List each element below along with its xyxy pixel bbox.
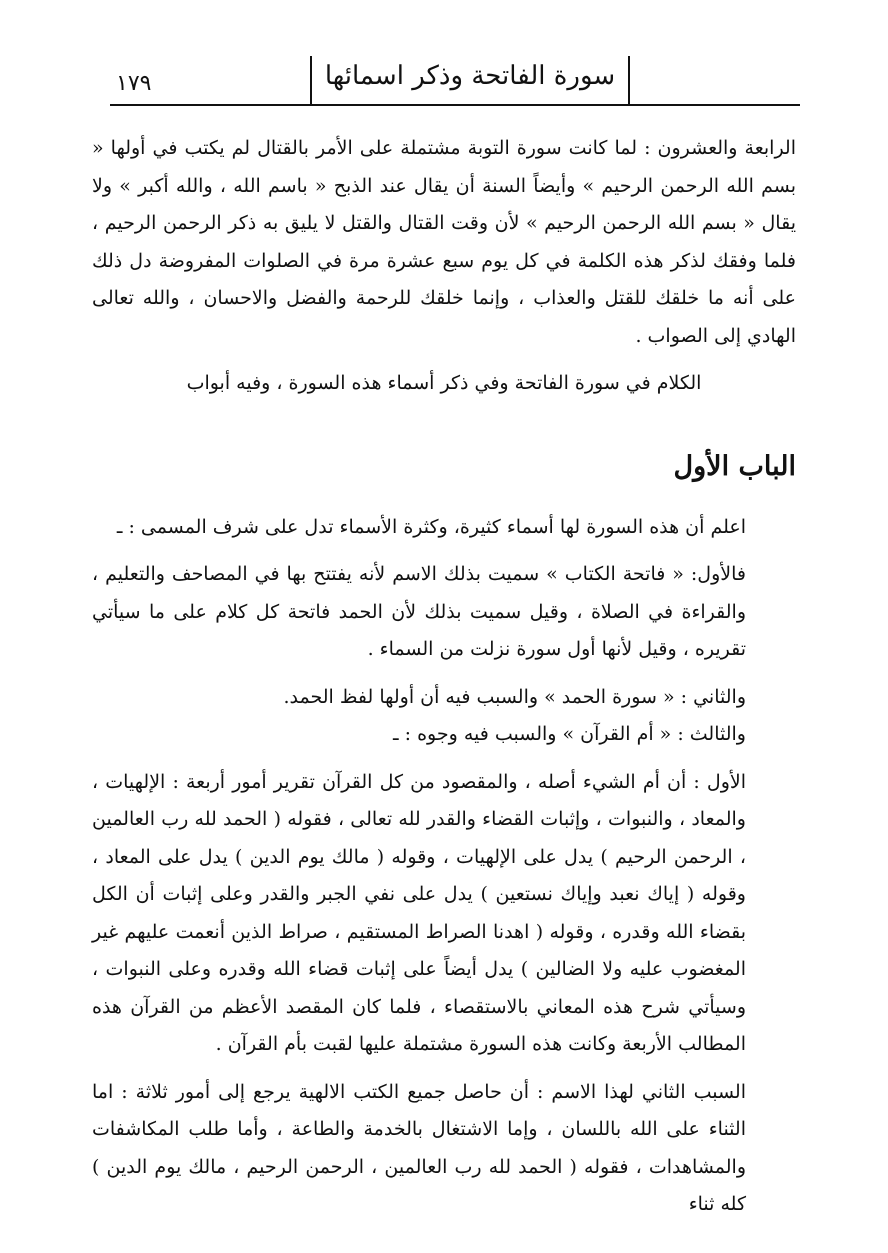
section-intro: الكلام في سورة الفاتحة وفي ذكر أسماء هذه السورة ، وفيه أبواب [186, 372, 702, 394]
paragraph-know: اعلم أن هذه السورة لها أسماء كثيرة، وكثرة الأسماء تدل على شرف المسمى : ـ [116, 515, 746, 538]
page-header [110, 48, 800, 106]
running-title: سورة الفاتحة وذكر اسمائها [310, 56, 630, 104]
paragraph-first-name: فالأول: « فاتحة الكتاب » سميت بذلك الاسم لأنه يفتتح بها في المصاحف والتعليم ، والقراءة في الصلاة ، وقيل سميت بذلك لأن الحمد فاتحة كل كلام على ما سيأتي تقريره ، وقيل لأنها أول سورة نزلت من السماء . [92, 563, 746, 660]
paragraph-second-name: والثاني : « سورة الحمد » والسبب فيه أن أولها لفظ الحمد. [283, 685, 746, 708]
paragraph-reason-two: السبب الثاني لهذا الاسم : أن حاصل جميع الكتب الالهية يرجع إلى أمور ثلاثة : اما الثناء على الله باللسان ، وإما الاشتغال بالخدمة والطاعة ، وأما طلب المكاشفات والمشاهدات ، فقوله ( الحمد لله رب العالمين ، الرحمن الرحيم ، مالك يوم الدين ) كله ثناء [92, 1080, 746, 1215]
paragraph-twenty-fourth: الرابعة والعشرون : لما كانت سورة التوبة مشتملة على الأمر بالقتال لم يكتب في أولها « بسم الله الرحمن الرحيم » وأيضاً السنة أن يقال عند الذبح « باسم الله ، والله أكبر » ولا يقال « بسم الله الرحمن الرحيم » لأن وقت القتال والقتل لا يليق به ذكر الرحمن الرحيم ، فلما وفقك لذكر هذه الكلمة في كل يوم سبع عشرة مرة في الصلوات المفروضة دل ذلك على أنه ما خلقك للقتل والعذاب ، وإنما خلقك للرحمة والفضل والاحسان ، والله تعالى الهادي إلى الصواب . [92, 137, 796, 347]
page-number: ١٧٩ [116, 71, 152, 96]
paragraph-reason-one: الأول : أن أم الشيء أصله ، والمقصود من كل القرآن تقرير أمور أربعة : الإلهيات ، والمعاد ، والنبوات ، وإثبات القضاء والقدر لله تعالى ، فقوله ( الحمد لله رب العالمين ، الرحمن الرحيم ) يدل على الإلهيات ، وقوله ( مالك يوم الدين ) يدل على المعاد ، وقوله ( إياك نعبد وإياك نستعين ) يدل على نفي الجبر والقدر وعلى إثبات أن الكل بقضاء الله وقدره ، وقوله ( اهدنا الصراط المستقيم ، صراط الذين أنعمت عليهم غير المغضوب عليه ولا الضالين ) يدل أيضاً على إثبات قضاء الله وقدره وعلى النبوات ، وسيأتي شرح هذه المعاني بالاستقصاء ، فلما كان المقصد الأعظم من القرآن هذه المطالب الأربعة وكانت هذه السورة مشتملة عليها لقبت بأم القرآن . [92, 770, 746, 1055]
page-body [92, 130, 796, 1224]
paragraph-third-name: والثالث : « أم القرآن » والسبب فيه وجوه : ـ [393, 723, 746, 745]
chapter-title: الباب الأول [673, 450, 796, 482]
